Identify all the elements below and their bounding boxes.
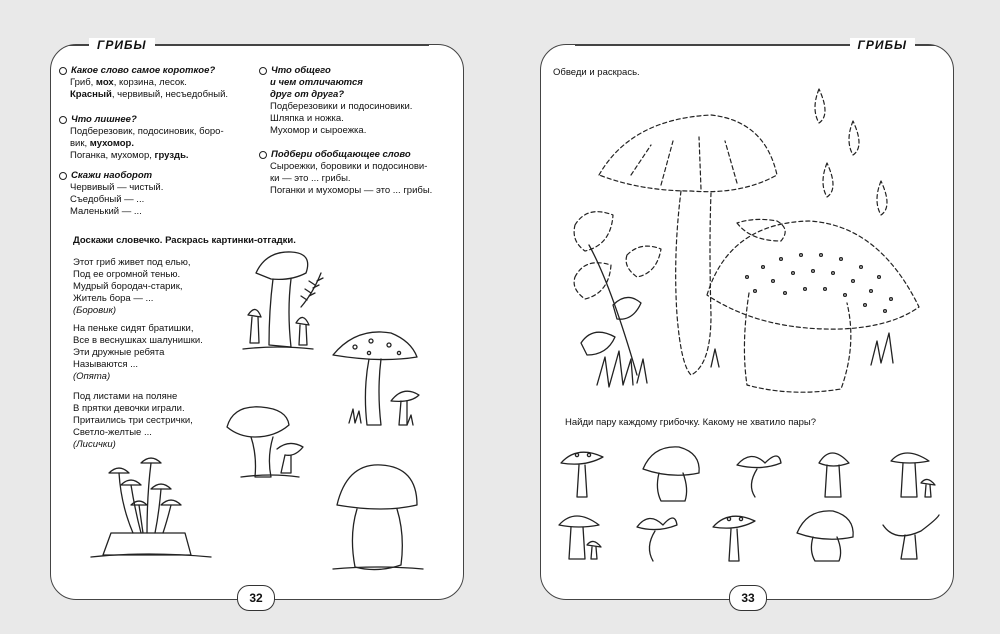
question-line: Мухомор и сыроежка. — [270, 125, 367, 136]
question-line: Маленький — ... — [70, 206, 142, 217]
question-line: Червивый — чистый. — [70, 182, 164, 193]
question-title: Что лишнее? — [71, 114, 137, 125]
riddle-line: Эти дружные ребята — [73, 347, 165, 358]
mushroom-boletus-icon[interactable] — [643, 447, 699, 501]
question-answer-bold: мухомор. — [89, 138, 134, 149]
mushroom-boletus-icon[interactable] — [797, 511, 853, 561]
question-line: Поганка, мухомор, — [70, 150, 155, 161]
riddle-line: Мудрый бородач-старик, — [73, 281, 183, 292]
left-page-title: ГРИБЫ — [89, 38, 155, 52]
mushroom-fly-agaric-icon — [333, 332, 419, 425]
question-line: , корзина, лесок. — [113, 77, 187, 88]
page-number: 33 — [729, 585, 767, 611]
trace-instruction: Обведи и раскрась. — [553, 67, 640, 78]
leaf-icon — [574, 212, 785, 375]
question-answer-bold: груздь. — [154, 150, 189, 161]
question-title-line: и чем отличаются — [270, 77, 363, 88]
match-instruction: Найди пару каждому грибочку. Какому не хватило пары? — [565, 417, 817, 428]
riddle-answer: (Лисички) — [73, 439, 116, 450]
mushroom-boletus-icon — [243, 252, 323, 349]
right-page-title: ГРИБЫ — [850, 38, 916, 52]
question-line: Сыроежки, боровики и подосинови- — [270, 161, 428, 172]
riddle-line: Называются ... — [73, 359, 139, 370]
question-line: ки — это ... грибы. — [270, 173, 351, 184]
riddle-line: Светло-желтые ... — [73, 427, 152, 438]
question-answer-bold: Красный — [70, 89, 112, 100]
mushroom-pair-icon[interactable] — [891, 453, 935, 497]
mushroom-fly-agaric-icon[interactable] — [561, 452, 603, 497]
left-page-illustrations — [51, 45, 463, 599]
match-row-1 — [561, 447, 935, 501]
mushroom-chanterelle-large-icon[interactable] — [883, 515, 939, 559]
question-line: Поганки и мухоморы — это ... грибы. — [270, 185, 433, 196]
riddle-line: Все в веснушках шалунишки. — [73, 335, 203, 346]
riddle-line: Этот гриб живет под елью, — [73, 257, 191, 268]
right-page-illustrations — [541, 45, 953, 599]
riddle-line: В прятки девочки играли. — [73, 403, 185, 414]
question-line: вик, — [70, 138, 90, 149]
mushroom-fly-agaric-icon[interactable] — [713, 516, 755, 561]
raindrop-icon — [815, 89, 887, 215]
mushroom-chanterelle-icon[interactable] — [637, 518, 677, 561]
riddle-line: На пеньке сидят братишки, — [73, 323, 194, 334]
question-line: , червивый, несъедобный. — [111, 89, 229, 100]
mushroom-pair-icon[interactable] — [559, 516, 601, 559]
page-number: 32 — [237, 585, 275, 611]
mushroom-tracing-icon — [599, 115, 919, 392]
riddle-line: Под ее огромной тенью. — [73, 269, 181, 280]
mushroom-boletus-small-icon[interactable] — [819, 453, 849, 497]
mushroom-chanterelle-icon[interactable] — [737, 456, 781, 497]
left-page — [50, 38, 464, 605]
question-line: Подберезовик, подосиновик, боро- — [70, 126, 224, 137]
riddle-line: Притаились три сестрички, — [73, 415, 193, 426]
match-row-2 — [559, 511, 939, 561]
riddles-title: Доскажи словечко. Раскрась картинки-отгадки. — [73, 235, 296, 246]
riddle-line: Под листами на поляне — [73, 391, 178, 402]
riddle-answer: (Опята) — [73, 371, 111, 382]
question-title: Скажи наоборот — [71, 170, 153, 181]
mushroom-honey-agaric-icon — [91, 458, 211, 557]
question-line: Подберезовики и подосиновики. — [270, 101, 413, 112]
mushroom-boletus-icon — [333, 465, 423, 570]
cap-dots — [746, 254, 893, 313]
question-title-line: друг от друга? — [270, 89, 345, 100]
riddle-line: Житель бора — ... — [73, 293, 154, 304]
question-line: Шляпка и ножка. — [270, 113, 344, 124]
question-title: Что общего — [271, 65, 331, 76]
mushroom-chanterelle-icon — [227, 407, 303, 477]
right-page — [540, 38, 954, 605]
question-line: Съедобный — ... — [70, 194, 145, 205]
question-line: Гриб, — [70, 77, 96, 88]
question-answer-bold: мох — [95, 77, 114, 88]
question-title: Какое слово самое короткое? — [71, 65, 216, 76]
question-title: Подбери обобщающее слово — [271, 149, 411, 160]
riddle-answer: (Боровик) — [73, 305, 117, 316]
